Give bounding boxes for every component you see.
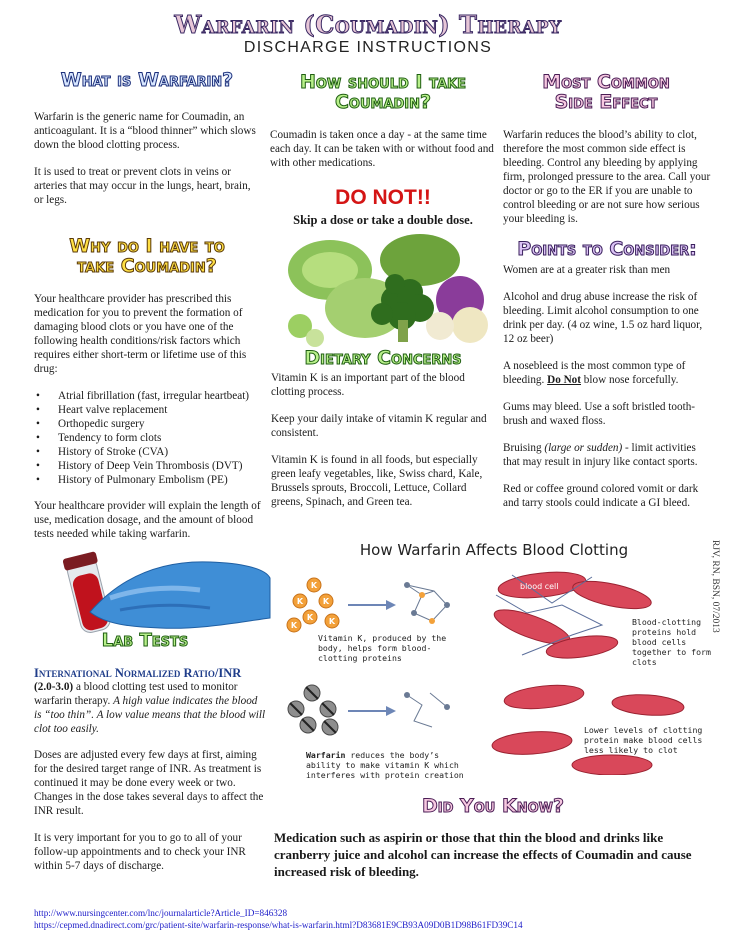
why-paragraph-2: Your healthcare provider will explain the length of use, medication dosage, and the amount of blood tests needed while taking warfarin. (34, 500, 261, 540)
reference-link-2[interactable]: https://cepmed.dnadirect.com/grc/patient-site/warfarin-response/what-is-warfarin.html?D83681E9CB93A09D0B1D98B61FD39C14 (34, 920, 523, 930)
lab-paragraph-2: Doses are adjusted every few days at first, aiming for the desired target range of INR. As treatment is continued it may be done every week or two. Changes in the dose takes several days to affect the INR result. (34, 749, 264, 817)
what-section (34, 110, 256, 220)
lab-paragraph-3: It is very important for you to go to all of your follow-up appointments and to check your INR within 5-7 days of discharge. (34, 832, 246, 872)
arrow-head-icon (386, 600, 396, 610)
diagram-caption-lower-levels: Lower levels of clotting protein make blood cells less likely to clot (584, 725, 703, 755)
point-2: Alcohol and drug abuse increase the risk of bleeding. Limit alcohol consumption to one drink per day. (4 oz wine, 1.5 oz hard liquor, 12 oz beer) (503, 291, 703, 345)
k-label: K (310, 581, 318, 590)
point-1: Women are at a greater risk than men (503, 264, 671, 276)
diet-paragraph-2: Keep your daily intake of vitamin K regular and consistent. (271, 413, 487, 439)
common-side-effect-text: Warfarin reduces the blood’s ability to clot, therefore the most common side effect is bleeding. Control any bleeding by applying firm, prolonged pressure to the area. Call your doctor or go to the ER if you are unable to control bleeding or are not sure how serious your bleeding is. (503, 129, 711, 225)
reduced-protein-icon (407, 693, 447, 727)
diagram-title: How Warfarin Affects Blood Clotting (359, 541, 629, 559)
diet-paragraph-3: Vitamin K is found in all foods, but especially green leafy vegetables, like, Swiss chard, Kale, Brussels sprouts, Broccoli, Lettuce, Collard greens, Spinach, and Green tea. (271, 454, 483, 508)
why-section (34, 292, 262, 554)
inr-text: a blood clotting test used to monitor warfarin therapy. (34, 681, 238, 707)
point-5 (503, 441, 715, 469)
references (34, 907, 714, 931)
reference-link-1[interactable]: http://www.nursingcenter.com/lnc/journalarticle?Article_ID=846328 (34, 908, 288, 918)
why-heading (36, 237, 258, 277)
inr-italic-text: A high value indicates the blood is “too thin”. A low value means that the blood will clot too easily. (34, 695, 266, 735)
point-4: Gums may bleed. Use a soft bristled tooth-brush and waxed floss. (503, 401, 696, 427)
k-label: K (328, 617, 336, 626)
what-paragraph-1: Warfarin is the generic name for Coumadin, an anticoagulant. It is a “blood thinner” which slows down the blood clotting process. (34, 111, 256, 151)
points-section (503, 263, 715, 523)
diagram-caption-vitamin-k: Vitamin K, produced by the body, helps form blood-clotting proteins (318, 633, 447, 663)
how-heading (270, 73, 496, 113)
blood-cell-label: blood cell (520, 582, 559, 591)
point-3 (503, 359, 715, 387)
green-vegetables-image (270, 230, 496, 350)
conditions-list (34, 389, 262, 487)
list-item: • Tendency to form clots (34, 431, 262, 445)
common-side-effect-heading (500, 73, 712, 113)
how-heading-line-2: Coumadin? (334, 90, 432, 113)
point-3-text: A nosebleed is the most common type of bleeding. (503, 360, 686, 386)
common-heading-line-1: Most Common (542, 71, 670, 93)
page-subtitle: DISCHARGE INSTRUCTIONS (243, 39, 493, 56)
what-heading: What is Warfarin? (60, 69, 234, 91)
point-3-text-end: blow nose forcefully. (581, 374, 679, 386)
warfarin-label: Warfarin (306, 750, 346, 760)
skip-dose-warning: Skip a dose or take a double dose. (293, 213, 473, 227)
point-5-text: Bruising (503, 442, 545, 454)
did-you-know-text: Medication such as aspirin or those that thin the blood and drinks like cranberry juice and alcohol can increase the effects of Coumadin and cause increased risk of bleeding. (274, 830, 692, 879)
point-6: Red or coffee ground colored vomit or dark and tarry stools could indicate a GI bleed. (503, 483, 699, 509)
how-text: Coumadin is taken once a day - at the same time each day. It can be taken with or without food and with other medications. (270, 129, 494, 169)
k-label: K (306, 613, 314, 622)
warfarin-caption-text: reduces the body’s ability to make vitamin K which interferes with protein creation (306, 750, 464, 780)
k-label: K (290, 621, 298, 630)
lab-section (34, 666, 266, 886)
k-label: K (296, 597, 304, 606)
inr-range: (2.0-3.0) (34, 681, 74, 693)
list-item: • Orthopedic surgery (34, 417, 262, 431)
do-not-heading: DO NOT!! (335, 186, 431, 209)
point-5-text-end: - limit activities that may result in injury like contact sports. (503, 442, 698, 468)
lab-heading: Lab Tests (101, 630, 189, 651)
common-heading-line-2: Side Effect (554, 90, 658, 113)
clotted-blood-cells (491, 568, 654, 661)
why-heading-line-1: Why do I have to (69, 235, 225, 257)
gloved-hand-blood-tube-image (50, 548, 272, 638)
why-paragraph-1: Your healthcare provider has prescribed this medication for you to prevent the formation of damaging blood clots or you have one of the following health conditions/risk factors which requires either short-term or lifetime use of this drug: (34, 293, 247, 375)
list-item: • History of Pulmonary Embolism (PE) (34, 473, 262, 487)
diet-heading: Dietary Concerns (304, 347, 462, 369)
why-heading-line-2: take Coumadin? (77, 254, 217, 277)
how-heading-line-1: How should I take (299, 71, 466, 93)
list-item: • Atrial fibrillation (fast, irregular heartbeat) (34, 389, 262, 403)
what-paragraph-2: It is used to treat or prevent clots in veins or arteries that may occur in the lungs, heart, brain, or legs. (34, 166, 251, 206)
author-credit: RJV, RN, BSN, 07/2013 (710, 540, 720, 633)
page-title: Warfarin (Coumadin) Therapy (174, 10, 562, 39)
point-3-emphasis: Do Not (547, 374, 581, 386)
diet-paragraph-1: Vitamin K is an important part of the blood clotting process. (271, 372, 465, 398)
point-5-italic: (large or sudden) (544, 442, 623, 454)
blocked-vitamin-k-molecules (288, 685, 338, 735)
k-label: K (322, 597, 330, 606)
inr-title: International Normalized Ratio/INR (34, 666, 242, 680)
list-item: • Heart valve replacement (34, 403, 262, 417)
diagram-caption-clotting-proteins: Blood-clotting proteins hold blood cells together to form clots (632, 617, 711, 667)
diet-section (271, 371, 497, 522)
did-you-know-heading: Did You Know? (421, 795, 564, 817)
list-item: • History of Deep Vein Thrombosis (DVT) (34, 459, 262, 473)
points-heading: Points to Consider: (517, 238, 697, 260)
list-item: • History of Stroke (CVA) (34, 445, 262, 459)
arrow-head-icon (386, 706, 396, 716)
diagram-caption-warfarin (306, 750, 466, 780)
inr-paragraph (34, 680, 266, 736)
